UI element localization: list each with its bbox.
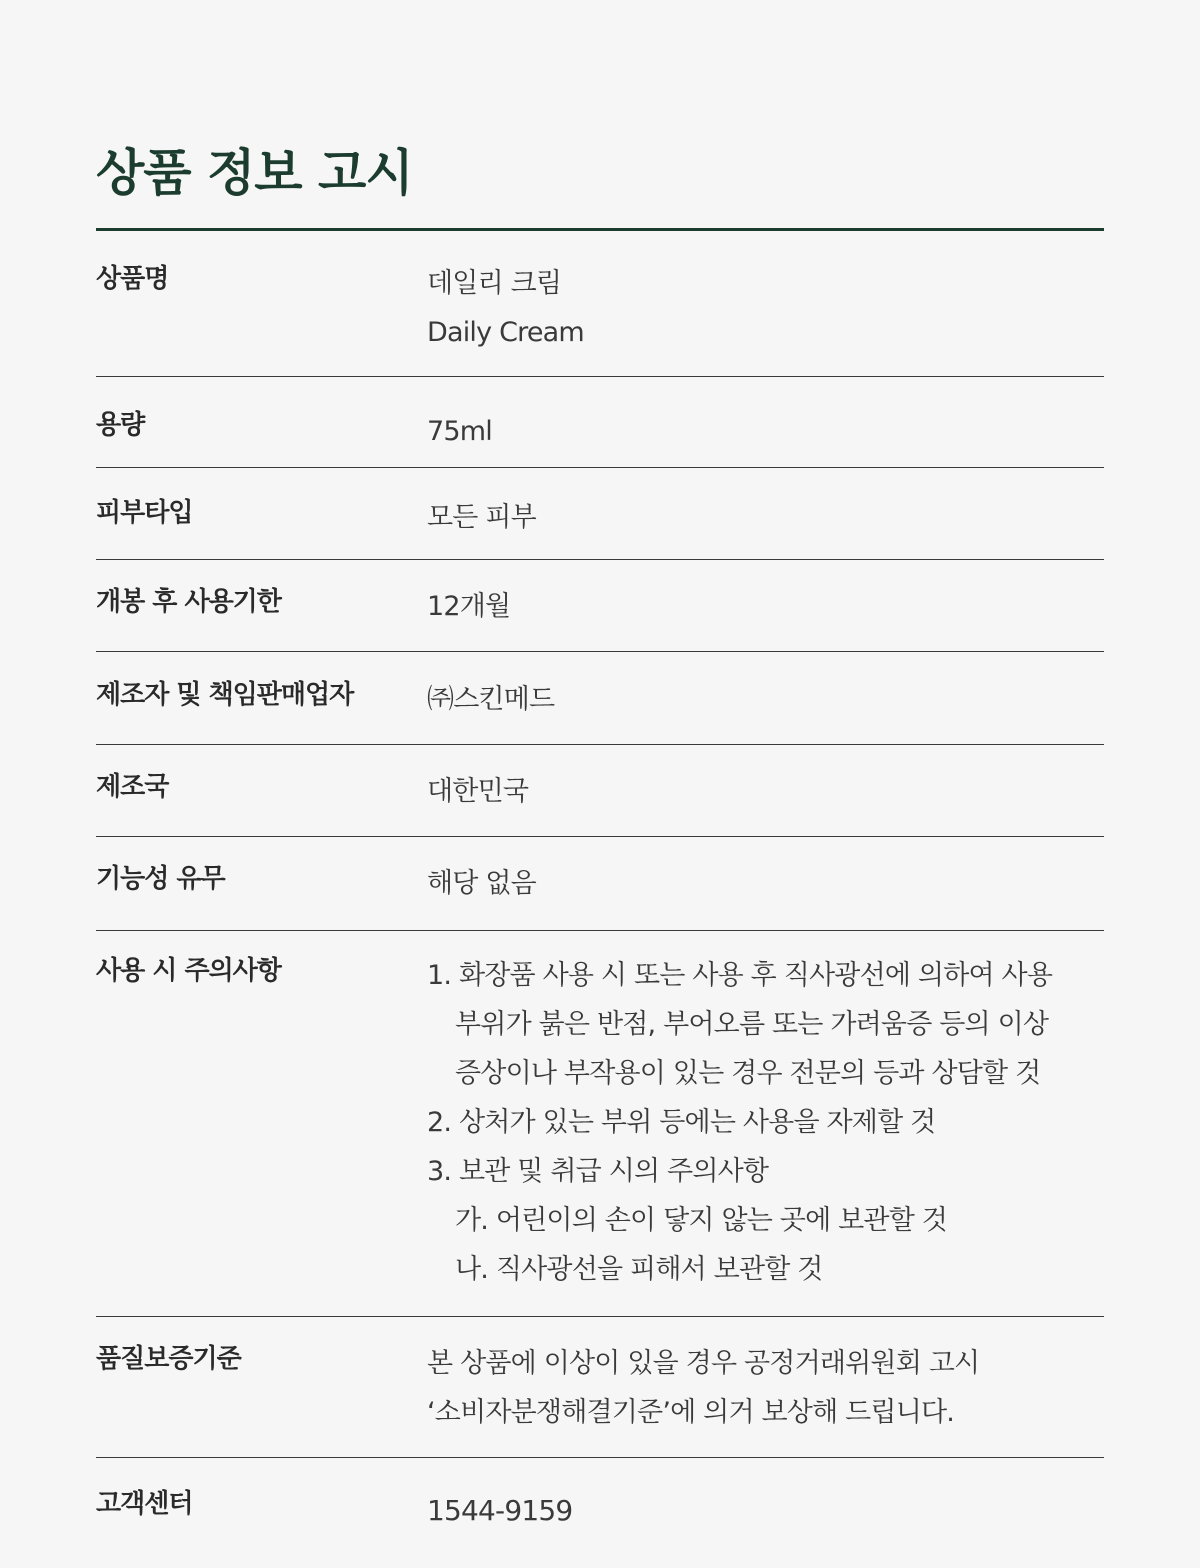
caution-subitem-b: 나. 직사광선을 피해서 보관할 것 <box>455 1254 823 1285</box>
product-name-en: Daily Cream <box>427 317 584 348</box>
caution-item-1-cont: 부위가 붉은 반점, 부어오름 또는 가려움증 등의 이상 <box>455 1009 1049 1040</box>
row-value: 대한민국 <box>427 776 529 807</box>
info-row-quality <box>96 1317 1104 1458</box>
quality-line: ‘소비자분쟁해결기준’에 의거 보상해 드립니다. <box>427 1397 955 1428</box>
row-label: 고객센터 <box>96 1489 193 1519</box>
product-info-notice <box>96 0 1104 1558</box>
page-title: 상품 정보 고시 <box>96 144 413 202</box>
info-row-volume <box>96 377 1104 468</box>
row-value <box>427 259 1104 376</box>
caution-item-2: 2. 상처가 있는 부위 등에는 사용을 자제할 것 <box>427 1107 936 1138</box>
row-label: 개봉 후 사용기한 <box>96 587 281 617</box>
quality-line: 본 상품에 이상이 있을 경우 공정거래위원회 고시 <box>427 1348 980 1379</box>
row-label: 상품명 <box>96 264 169 294</box>
info-row-skin-type <box>96 468 1104 560</box>
row-label: 사용 시 주의사항 <box>96 956 281 986</box>
info-row-functional <box>96 837 1104 931</box>
row-value: 12개월 <box>427 591 511 622</box>
row-value: 75ml <box>427 416 492 447</box>
info-row-maker <box>96 652 1104 745</box>
row-label: 제조자 및 책임판매업자 <box>96 680 354 710</box>
customer-center-phone: 1544-9159 <box>427 1494 573 1527</box>
row-label: 품질보증기준 <box>96 1344 241 1374</box>
row-value: 해당 없음 <box>427 868 536 899</box>
info-row-expiry <box>96 560 1104 652</box>
caution-item-1: 1. 화장품 사용 시 또는 사용 후 직사광선에 의하여 사용 <box>427 960 1053 991</box>
info-row-country <box>96 745 1104 837</box>
row-value <box>427 1339 1104 1457</box>
caution-item-3: 3. 보관 및 취급 시의 주의사항 <box>427 1156 769 1187</box>
row-label: 기능성 유무 <box>96 864 225 894</box>
row-value: 모든 피부 <box>427 502 536 533</box>
row-label: 제조국 <box>96 772 169 802</box>
row-label: 피부타입 <box>96 498 193 528</box>
info-row-caution <box>96 931 1104 1317</box>
row-label: 용량 <box>96 410 145 440</box>
info-row-customer-center <box>96 1458 1104 1558</box>
row-value: ㈜스킨메드 <box>427 684 555 715</box>
product-name-ko: 데일리 크림 <box>427 268 562 299</box>
info-row-product-name <box>96 231 1104 377</box>
caution-subitem-a: 가. 어린이의 손이 닿지 않는 곳에 보관할 것 <box>455 1205 948 1236</box>
caution-item-1-cont: 증상이나 부작용이 있는 경우 전문의 등과 상담할 것 <box>455 1058 1041 1089</box>
caution-list <box>427 951 1104 1316</box>
